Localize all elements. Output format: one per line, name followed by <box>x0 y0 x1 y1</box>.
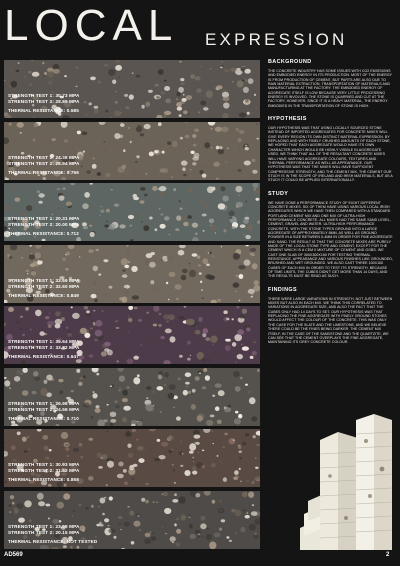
thermal-resistance: THERMAL RESISTANCE: 0.858 <box>8 477 79 482</box>
section-body: THE CONCRETE INDUSTRY HAS SOME ISSUES WITH CO2 EMISSIONS AND EMBODIED ENERGY IN ITS PRODUCTION. MOST OF THE ENERGY IS FROM PRODUCTION OF CEMENT, BUT PARTS ARE ALSO DUE TO RAW MATERIAL EXTRACTION, TRANSPORTATION OF MATERIALS AND MANUFACTURING AT THE FACTORY. THE EMBODIED ENERGY OF AGGREGATE ITSELF IS LOW BECAUSE VERY LITTLE PROCESSING ENERGY IS INVOLVED. THE STONE IS QUARRIED AND CUT AT THE FACTORY, HOWEVER, SINCE IT IS A HEAVY MATERIAL, THE ENERGY EMBODIED IN THE TRANSPORTATION OF STONE IS HIGH. <box>268 69 392 108</box>
page-subtitle: EXPRESSION <box>205 30 348 49</box>
strength-test-2: STRENGTH TEST 2: 20.00 MPA <box>8 222 80 227</box>
strength-test-1: STRENGTH TEST 1: 30.93 MPA <box>8 462 80 467</box>
strength-test-1: STRENGTH TEST 1: 26.98 MPA <box>8 400 80 406</box>
strength-test-2: STRENGTH TEST 2: 33.82 MPA <box>8 345 80 350</box>
section-heading: BACKGROUND <box>268 59 312 65</box>
section-heading: HYPOTHESIS <box>268 116 307 123</box>
strength-test-1: STRENGTH TEST 1: 23.09 MPA <box>8 523 80 529</box>
strength-test-1: STRENGTH TEST 1: 35.64 MPA <box>8 339 80 344</box>
strength-test-2: STRENGTH TEST 2: 32.60 MPA <box>8 283 80 289</box>
strength-test-1: STRENGTH TEST 1: 33.69 MPA <box>8 277 80 283</box>
concrete-sample-strip <box>4 306 260 364</box>
section-hypothesis <box>268 116 393 182</box>
strength-test-2: STRENGTH TEST 2: 28.94 MPA <box>8 160 80 166</box>
section-body: WE HAVE DONE A PERFORMANCE STUDY OF EIGHT DIFFERENT CONCRETE MIXES. SIX OF THEM HAVE USING VARIOUS LOCAL IRISH AGGREGATES WHICH WE HAVE THEN COMPARED WITH A STANDARD PORTLAND CEMENT MIX AND ONE MIX OF ULTRA-HIGH PERFORMANCE CONCRETE. ALL MIXES HAD THE SAME SAND LEVEL, CEMENT, GRAVEL AND WATER. ULTRA-HIGH PERFORMANCE CONCRETE, WITH THE STONE TYPES GROUND INTO A LARGE AGGREGATE OF APPROXIMATELY 8MM, AS WELL AS GROUND POWDER IN A SIZE BETWEEN 0-4MM IN ORDER FOR FINE AGGREGATE AND SAND. THE RESULT IS THAT THE CONCRETE MIXES ARE PURELY MADE OF THE LOCAL STONE TYPE AND CEMENT, EXCEPT FOR THE CEMENT WHICH IS A CEM II MIXTURE OF CEMENT AND GGBS. WE CAST ONE SLAB OF 300X300X150 FOR TESTING THERMAL RESISTANCE, APPEARANCE AND VARIOUS FINISHES LIKE GROUNDED, BRUSHED AND WET GROUNDED. WE ALSO CAST THREE 100X100 CUBES OF EACH MIX IN ORDER TO TEST ITS STRENGTH. BECAUSE OF TIME LIMITS, THE CUBES DIDN'T GET MORE THAN 14 DAYS, AND THE RESULTS MUST BE READ AS SUCH. <box>268 200 393 279</box>
thermal-resistance: THERMAL RESISTANCE: 0.647 <box>8 354 79 359</box>
strength-test-2: STRENGTH TEST 2: 20.15 MPA <box>8 529 80 535</box>
section-heading: FINDINGS <box>268 286 297 293</box>
stacked-test-cubes-photo <box>300 410 395 550</box>
thermal-resistance: THERMAL RESISTANCE: 0.756 <box>8 169 79 175</box>
strength-test-2: STRENGTH TEST 2: 28.89 MPA <box>8 99 80 104</box>
cube-stack-main <box>320 432 358 550</box>
strength-test-1: STRENGTH TEST 1: 30.73 MPA <box>8 93 80 98</box>
strength-test-2: STRENGTH TEST 2: 24.59 MPA <box>8 406 80 412</box>
section-background <box>268 59 393 108</box>
concrete-sample-strip <box>4 491 260 549</box>
section-heading: STUDY <box>268 190 289 197</box>
thermal-resistance: THERMAL RESISTANCE: NOT TESTED <box>8 538 98 544</box>
strength-test-2: STRENGTH TEST 2: 31.52 MPA <box>8 468 80 473</box>
concrete-sample-strip <box>4 183 260 241</box>
concrete-sample-strip <box>4 60 260 118</box>
section-body: THERE WERE LARGE VARIATIONS IN STRENGTH, NOT JUST BETWEEN MIXES BUT ALSO IN EACH MIX. WE THINK THIS CORRELATED TO VARIATIONS IN AGGREGATE SIZE, AND ALSO THE FACT THAT THE CUBES ONLY HAD 14 DAYS TO SET. OUR HYPOTHESIS WAS THAT REPLACING THE FINE AGGREGATE WITH FINELY GROUND STONES WOULD AFFECT THE COLOUR OF THE CONCRETE. THIS WAS ONLY THE CASE FOR THE SLATE AND THE LIMESTONE, AND WE BELIEVE THERE COULD BE THE FINES BEING DARKER. THE CEMENT MIX ITSELF, IN THE CASE OF THE SANDSTONE AND THE QUARTZITE, WE CAN SEE THAT THE CEMENT OVERPLAYS THE FINE AGGREGATE, MAINTAINING ITS GREY CONCRETE COLOUR. <box>268 296 393 345</box>
strength-test-1: STRENGTH TEST 1: 20.31 MPA <box>8 216 80 221</box>
course-code: AD569 <box>4 552 23 558</box>
section-body: OUR HYPOTHESIS WAS THAT USING LOCALLY SOURCED STONE INSTEAD OF IMPORTED AGGREGATES FOR CONCRETE MIXES WILL GIVE EVERY REGION ITS OWN DISTINCT MATERIAL EXPRESSION. BY REPLACING AND WITH FINELY CRUSHED AMOUNTS OF EACH STONE, WE HOPED THAT EACH AGGREGATE WOULD HAVE ITS OWN CHARACTER WHICH WOULD BE HIGHLY VISIBLE IN AGGREGATE USED. WE THINK THAT ALL OF THE RESULTANT CONCRETE MIXES WILL HAVE VARYING AGGREGATE COLOURS, TEXTURES AND THERMAL PERFORMANCE AS WELL AS APPEARANCE. OUR HYPOTHESIS WAS THAT THE MIXES WILL HAVE SUFFICIENT COMPRESSIVE STRENGTH, AND THE CEMENT MIX, THE CEMENT OUR STUDY IS IN THE SCOPE OF IRELAND AND IRISH MATERIALS, BUT AS A STUDY IT COULD BE APPLIED INTERNATIONALLY. <box>268 126 393 183</box>
concrete-samples <box>4 60 260 550</box>
strength-test-1: STRENGTH TEST 1: 24.38 MPA <box>8 154 80 160</box>
text-column <box>268 59 393 353</box>
concrete-sample-strip <box>4 368 260 426</box>
section-study <box>268 191 393 279</box>
concrete-sample-strip <box>4 245 260 303</box>
concrete-sample-strip <box>4 429 260 487</box>
page-title: LOCAL <box>4 1 179 50</box>
section-findings <box>268 287 393 345</box>
concrete-sample-strip <box>4 122 260 180</box>
thermal-resistance: THERMAL RESISTANCE: 0.710 <box>8 415 79 421</box>
thermal-resistance: THERMAL RESISTANCE: 0.849 <box>8 292 79 298</box>
thermal-resistance: THERMAL RESISTANCE: 0.585 <box>8 108 79 113</box>
thermal-resistance: THERMAL RESISTANCE: 0.712 <box>8 231 79 236</box>
page-number: 2 <box>386 552 390 558</box>
